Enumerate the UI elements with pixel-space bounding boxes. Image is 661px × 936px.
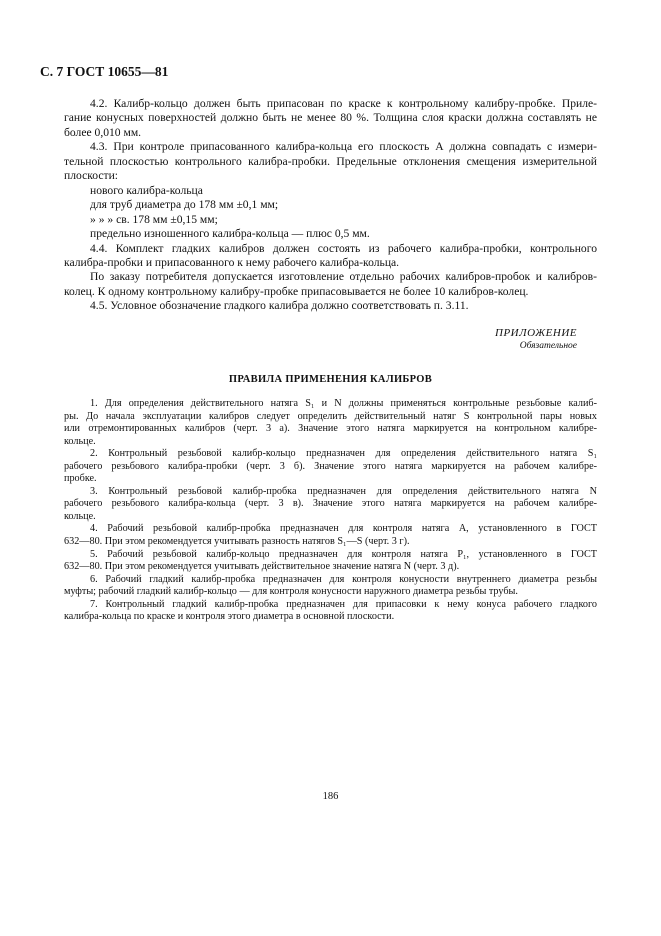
text-line: нового калибра-кольца — [90, 183, 203, 197]
text-line: рабочего резьбового калибра-пробки (черт. 3 б). Значение этого натяга маркируется на рабочем калибре- — [64, 460, 597, 472]
text-line: 632—80. При этом рекомендуется учитывать разность натягов S₁—S (черт. 3 г). — [64, 536, 410, 548]
paragraph — [64, 213, 597, 227]
text-line: муфты; рабочий гладкий калибр-кольцо — для контроля конусности наружного диаметра резьбы трубы. — [64, 586, 518, 598]
text-line: более 0,010 мм. — [64, 125, 142, 139]
text-line: 3. Контрольный резьбовой калибр-пробка предназначен для определения действительного натяга N — [90, 485, 597, 497]
paragraph — [64, 270, 597, 299]
text-line: 1. Для определения действительного натяга S₁ и N должны применяться контрольные резьбовые калиб- — [90, 398, 597, 409]
page-number: 186 — [322, 791, 339, 802]
text-line: для труб диаметра до 178 мм ±0,1 мм; — [90, 198, 279, 212]
page-header: С. 7 ГОСТ 10655—81 — [40, 64, 169, 79]
paragraph — [64, 549, 597, 574]
paragraph — [64, 599, 597, 624]
paragraph — [64, 198, 597, 212]
appendix-label: ПРИЛОЖЕНИЕ — [495, 327, 577, 339]
text-line: 4. Рабочий резьбовой калибр-пробка предназначен для контроля натяга А, установленного в ГОСТ — [90, 523, 597, 535]
paragraph — [64, 140, 597, 183]
section-rules — [64, 398, 597, 624]
text-line: ры. До начала эксплуатации калибров следует определить действительный натяг S контрольной пары новых — [64, 410, 597, 422]
text-line: калибра-пробки и припасованного к нему рабочего калибра-кольца. — [64, 255, 400, 269]
text-line: тельной плоскостью контрольного калибра-пробки. Предельные отклонения смещения измерительной — [64, 154, 597, 168]
text-line: По заказу потребителя допускается изготовление отдельно рабочих калибров-пробок и калибров- — [90, 270, 597, 284]
text-line: 5. Рабочий резьбовой калибр-кольцо предназначен для контроля натяга P₁, установленного в ГОСТ — [90, 548, 597, 560]
paragraph — [64, 242, 597, 271]
paragraph — [64, 227, 597, 241]
text-line: кольце. — [64, 510, 96, 522]
text-line: плоскости: — [64, 169, 118, 183]
text-line: калибра-кольца по краске и контроля этого диаметра в основной плоскости. — [64, 611, 395, 623]
text-line: 4.4. Комплект гладких калибров должен состоять из рабочего калибра-пробки, контрольного — [90, 241, 597, 255]
text-line: кольце. — [64, 435, 96, 447]
section-requirements — [64, 97, 597, 314]
paragraph — [64, 97, 597, 140]
paragraph — [64, 184, 597, 198]
text-line: рабочего резьбового калибра-кольца (черт. 3 в). Значение этого натяга маркируется на рабочем калибре- — [64, 498, 597, 510]
text-line: пробке. — [64, 473, 97, 485]
text-line: или отремонтированных калибров (черт. 3 а). Значение этого натяга маркируется на контрольном калибре- — [64, 423, 597, 435]
paragraph — [64, 574, 597, 599]
text-line: 6. Рабочий гладкий калибр-пробка предназначен для контроля конусности внутреннего диаметра резьбы — [90, 573, 597, 585]
text-line: 4.2. Калибр-кольцо должен быть припасован по краске к контрольному калибру-пробке. Приле- — [90, 97, 597, 110]
text-line: 2. Контрольный резьбовой калибр-кольцо предназначен для определения действительного натяга S₁ — [90, 448, 597, 460]
text-line: колец. К одному контрольному калибру-пробке припасовывается не более 10 калибров-колец. — [64, 284, 529, 298]
text-line: гание конусных поверхностей должно быть не менее 80 %. Толщина слоя краски должна составлять не — [64, 111, 597, 125]
appendix-title: ПРАВИЛА ПРИМЕНЕНИЯ КАЛИБРОВ — [228, 374, 433, 385]
paragraph — [64, 299, 597, 313]
paragraph — [64, 398, 597, 448]
text-line: » » » св. 178 мм ±0,15 мм; — [90, 212, 218, 226]
text-line: 4.3. При контроле припасованного калибра-кольца его плоскость А должна совпадать с измери- — [90, 140, 597, 154]
paragraph — [64, 486, 597, 524]
text-line: 632—80. При этом рекомендуется учитывать действительное значение натяга N (черт. 3 д). — [64, 561, 460, 573]
paragraph — [64, 448, 597, 486]
appendix-status: Обязательное — [519, 341, 577, 351]
paragraph — [64, 523, 597, 548]
text-line: 7. Контрольный гладкий калибр-пробка предназначен для припасовки к нему конуса рабочего гладкого — [90, 598, 597, 610]
text-line: 4.5. Условное обозначение гладкого калибра должно соответствовать п. 3.11. — [90, 299, 469, 313]
text-line: предельно изношенного калибра-кольца — плюс 0,5 мм. — [90, 227, 370, 241]
